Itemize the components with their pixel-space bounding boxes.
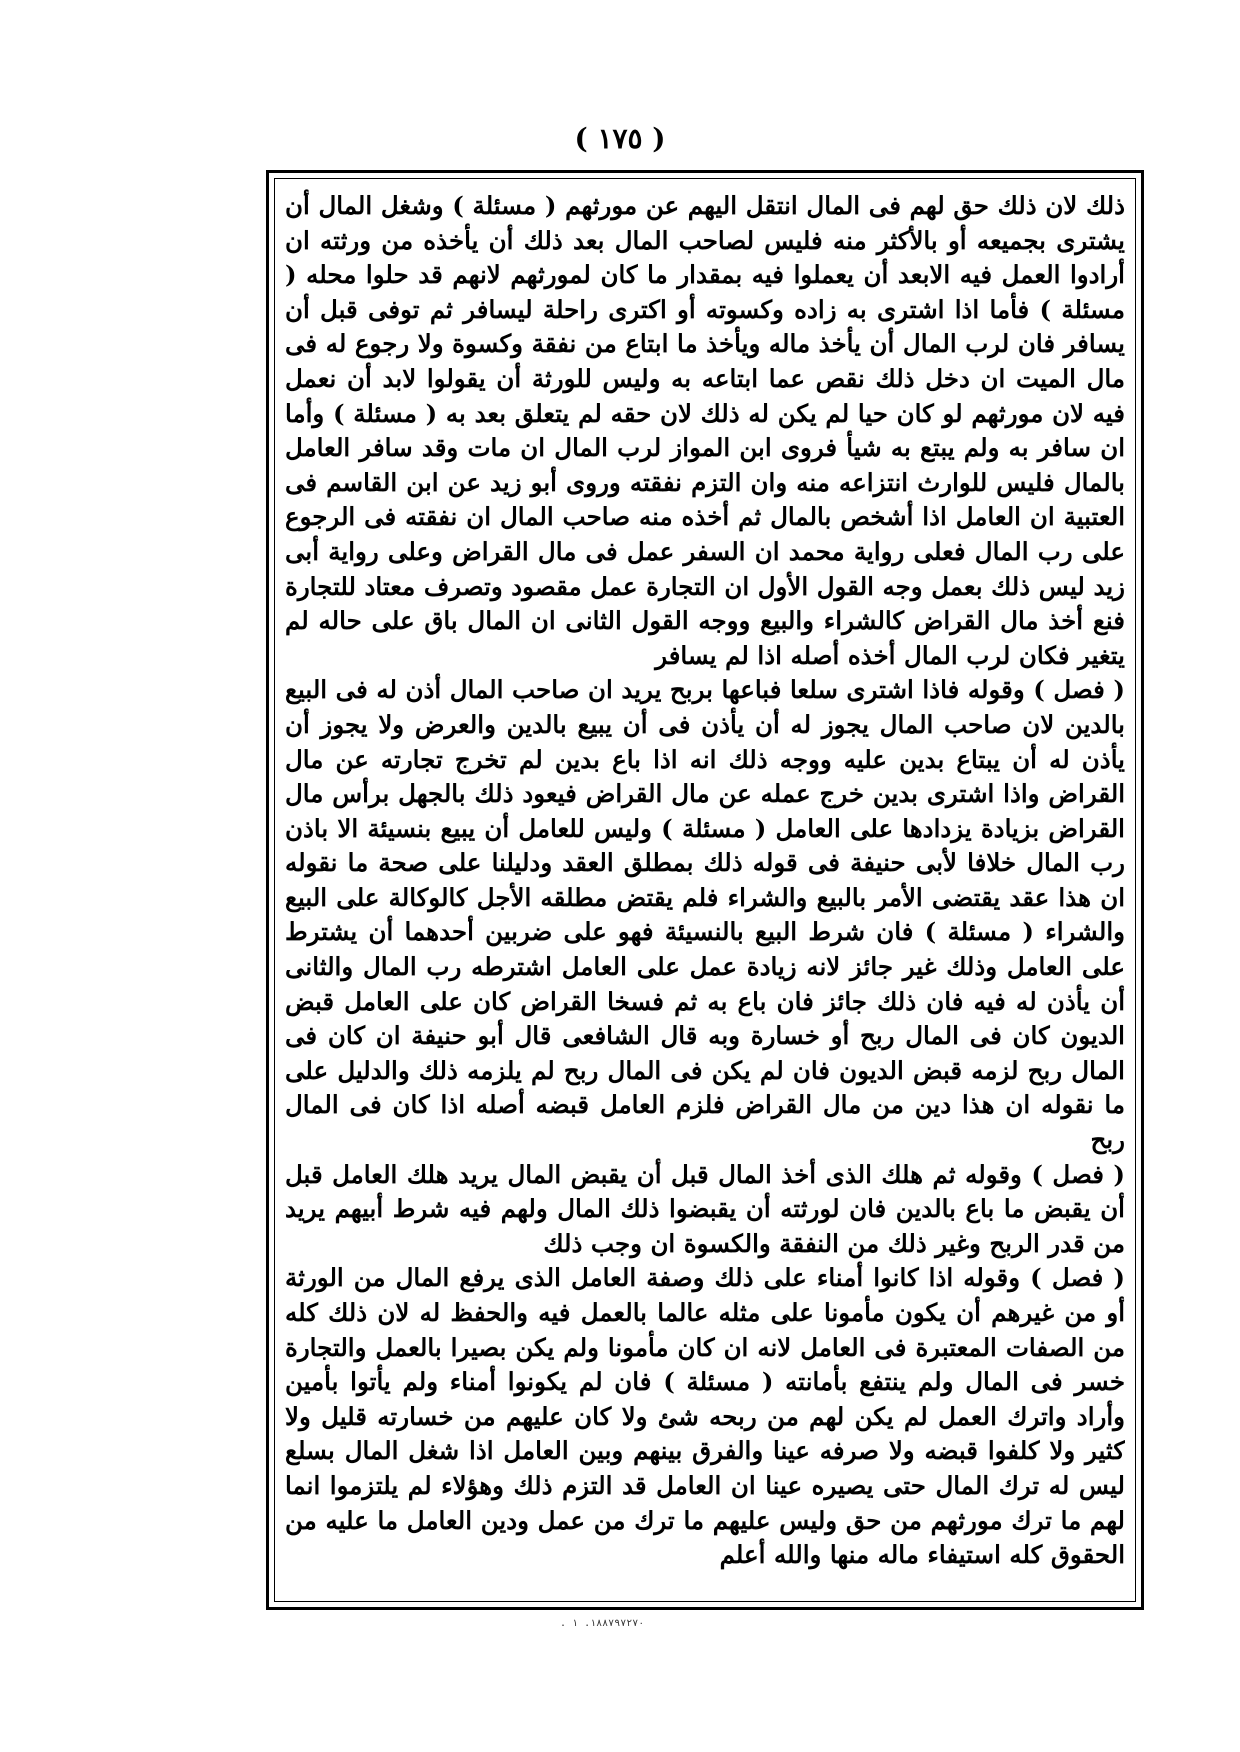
- text-frame: [266, 170, 1144, 1610]
- paragraph-1: ذلك لان ذلك حق لهم فى المال انتقل اليهم عن مورثهم ( مسئلة ) وشغل المال أن يشترى بجميعه أو بالأكثر منه فليس لصاحب المال بعد ذلك أن يأخذه من ورثته ان أرادوا العمل فيه الابعد أن يعملوا فيه بمقدار ما كان لمورثهم لانهم قد حلوا محله ( مسئلة ) فأما اذا اشترى به زاده وكسوته أو اكترى راحلة ليسافر ثم توفى قبل أن يسافر فان لرب المال أن يأخذ ماله ويأخذ ما ابتاع من نفقة وكسوة ولا رجوع له فى مال الميت ان دخل ذلك نقص عما ابتاعه به وليس للورثة أن يقولوا لابد أن نعمل فيه لان مورثهم لو كان حيا لم يكن له ذلك لان حقه لم يتعلق بعد به ( مسئلة ) وأما ان سافر به ولم يبتع به شيأ فروى ابن المواز لرب المال ان مات وقد سافر العامل بالمال فليس للوارث انتزاعه منه وان التزم نفقته وروى أبو زيد عن ابن القاسم فى العتبية ان العامل اذا أشخص بالمال ثم أخذه منه صاحب المال ان نفقته فى الرجوع على رب المال فعلى رواية محمد ان السفر عمل فى مال القراض وعلى رواية أبى زيد ليس ذلك بعمل وجه القول الأول ان التجارة عمل مقصود وتصرف معتاد للتجارة فنع أخذ مال القراض كالشراء والبيع ووجه القول الثانى ان المال باق على حاله لم يتغير فكان لرب المال أخذه أصله اذا لم يسافر: [285, 191, 1125, 670]
- paragraph-3: ( فصل ) وقوله ثم هلك الذى أخذ المال قبل أن يقبض المال يريد هلك العامل قبل أن يقبض ما باع بالدين فان لورثته أن يقبضوا ذلك المال ولهم فيه شرط أبيهم يريد من قدر الربح وغير ذلك من النفقة والكسوة ان وجب ذلك: [285, 1159, 1125, 1258]
- paragraph-4: ( فصل ) وقوله اذا كانوا أمناء على ذلك وصفة العامل الذى يرفع المال من الورثة أو من غيرهم أن يكون مأمونا على مثله عالما بالعمل فيه والحفظ له لان ذلك كله من الصفات المعتبرة فى العامل لانه ان كان مأمونا ولم يكن بصيرا بالعمل والتجارة خسر فى المال ولم ينتفع بأمانته ( مسئلة ) فان لم يكونوا أمناء ولم يأتوا بأمين وأراد واترك العمل لم يكن لهم من ربحه شئ ولا كان عليهم من خسارته قليل ولا كثير ولا كلفوا قبضه ولا صرفه عينا والفرق بينهم وبين العامل اذا شغل المال بسلع ليس له ترك المال حتى يصيره عينا ان العامل قد التزم ذلك وهؤلاء لم يلتزموا انما لهم ما ترك مورثهم من حق وليس عليهم ما ترك من عمل ودين العامل ما عليه من الحقوق كله استيفاء ماله منها والله أعلم: [285, 1263, 1125, 1570]
- page-number: ( ١٧٥ ): [574, 122, 666, 155]
- paragraph-2: ( فصل ) وقوله فاذا اشترى سلعا فباعها بربح يريد ان صاحب المال أذن له فى البيع بالدين لان صاحب المال يجوز له أن يأذن فى أن يبيع بالدين والعرض ولا يجوز أن يأذن له أن يبتاع بدين عليه ووجه ذلك انه اذا باع بدين لم تخرج تجارته عن مال القراض واذا اشترى بدين خرج عمله عن مال القراض فيعود ذلك بالجهل برأس مال القراض بزيادة يزدادها على العامل ( مسئلة ) وليس للعامل أن يبيع بنسيئة الا باذن رب المال خلافا لأبى حنيفة فى قوله ذلك بمطلق العقد ودليلنا على صحة ما نقوله ان هذا عقد يقتضى الأمر بالبيع والشراء فلم يقتض مطلقه الأجل كالوكالة على البيع والشراء ( مسئلة ) فان شرط البيع بالنسيئة فهو على ضربين أحدهما أن يشترط على العامل وذلك غير جائز لانه زيادة عمل على العامل اشترطه رب المال والثانى أن يأذن له فيه فان ذلك جائز فان باع به ثم فسخا القراض كان على العامل قبض الديون كان فى المال ربح أو خسارة وبه قال الشافعى قال أبو حنيفة ان كان فى المال ربح لزمه قبض الديون فان لم يكن فى المال ربح لم يلزمه ذلك والدليل على ما نقوله ان هذا دين من مال القراض فلزم العامل قبضه أصله اذا كان فى المال ربح: [285, 675, 1125, 1155]
- body-text: [285, 189, 1125, 1593]
- footer-mark: . ١٨٨٧٩٧٢٧٠. ١: [560, 1618, 645, 1629]
